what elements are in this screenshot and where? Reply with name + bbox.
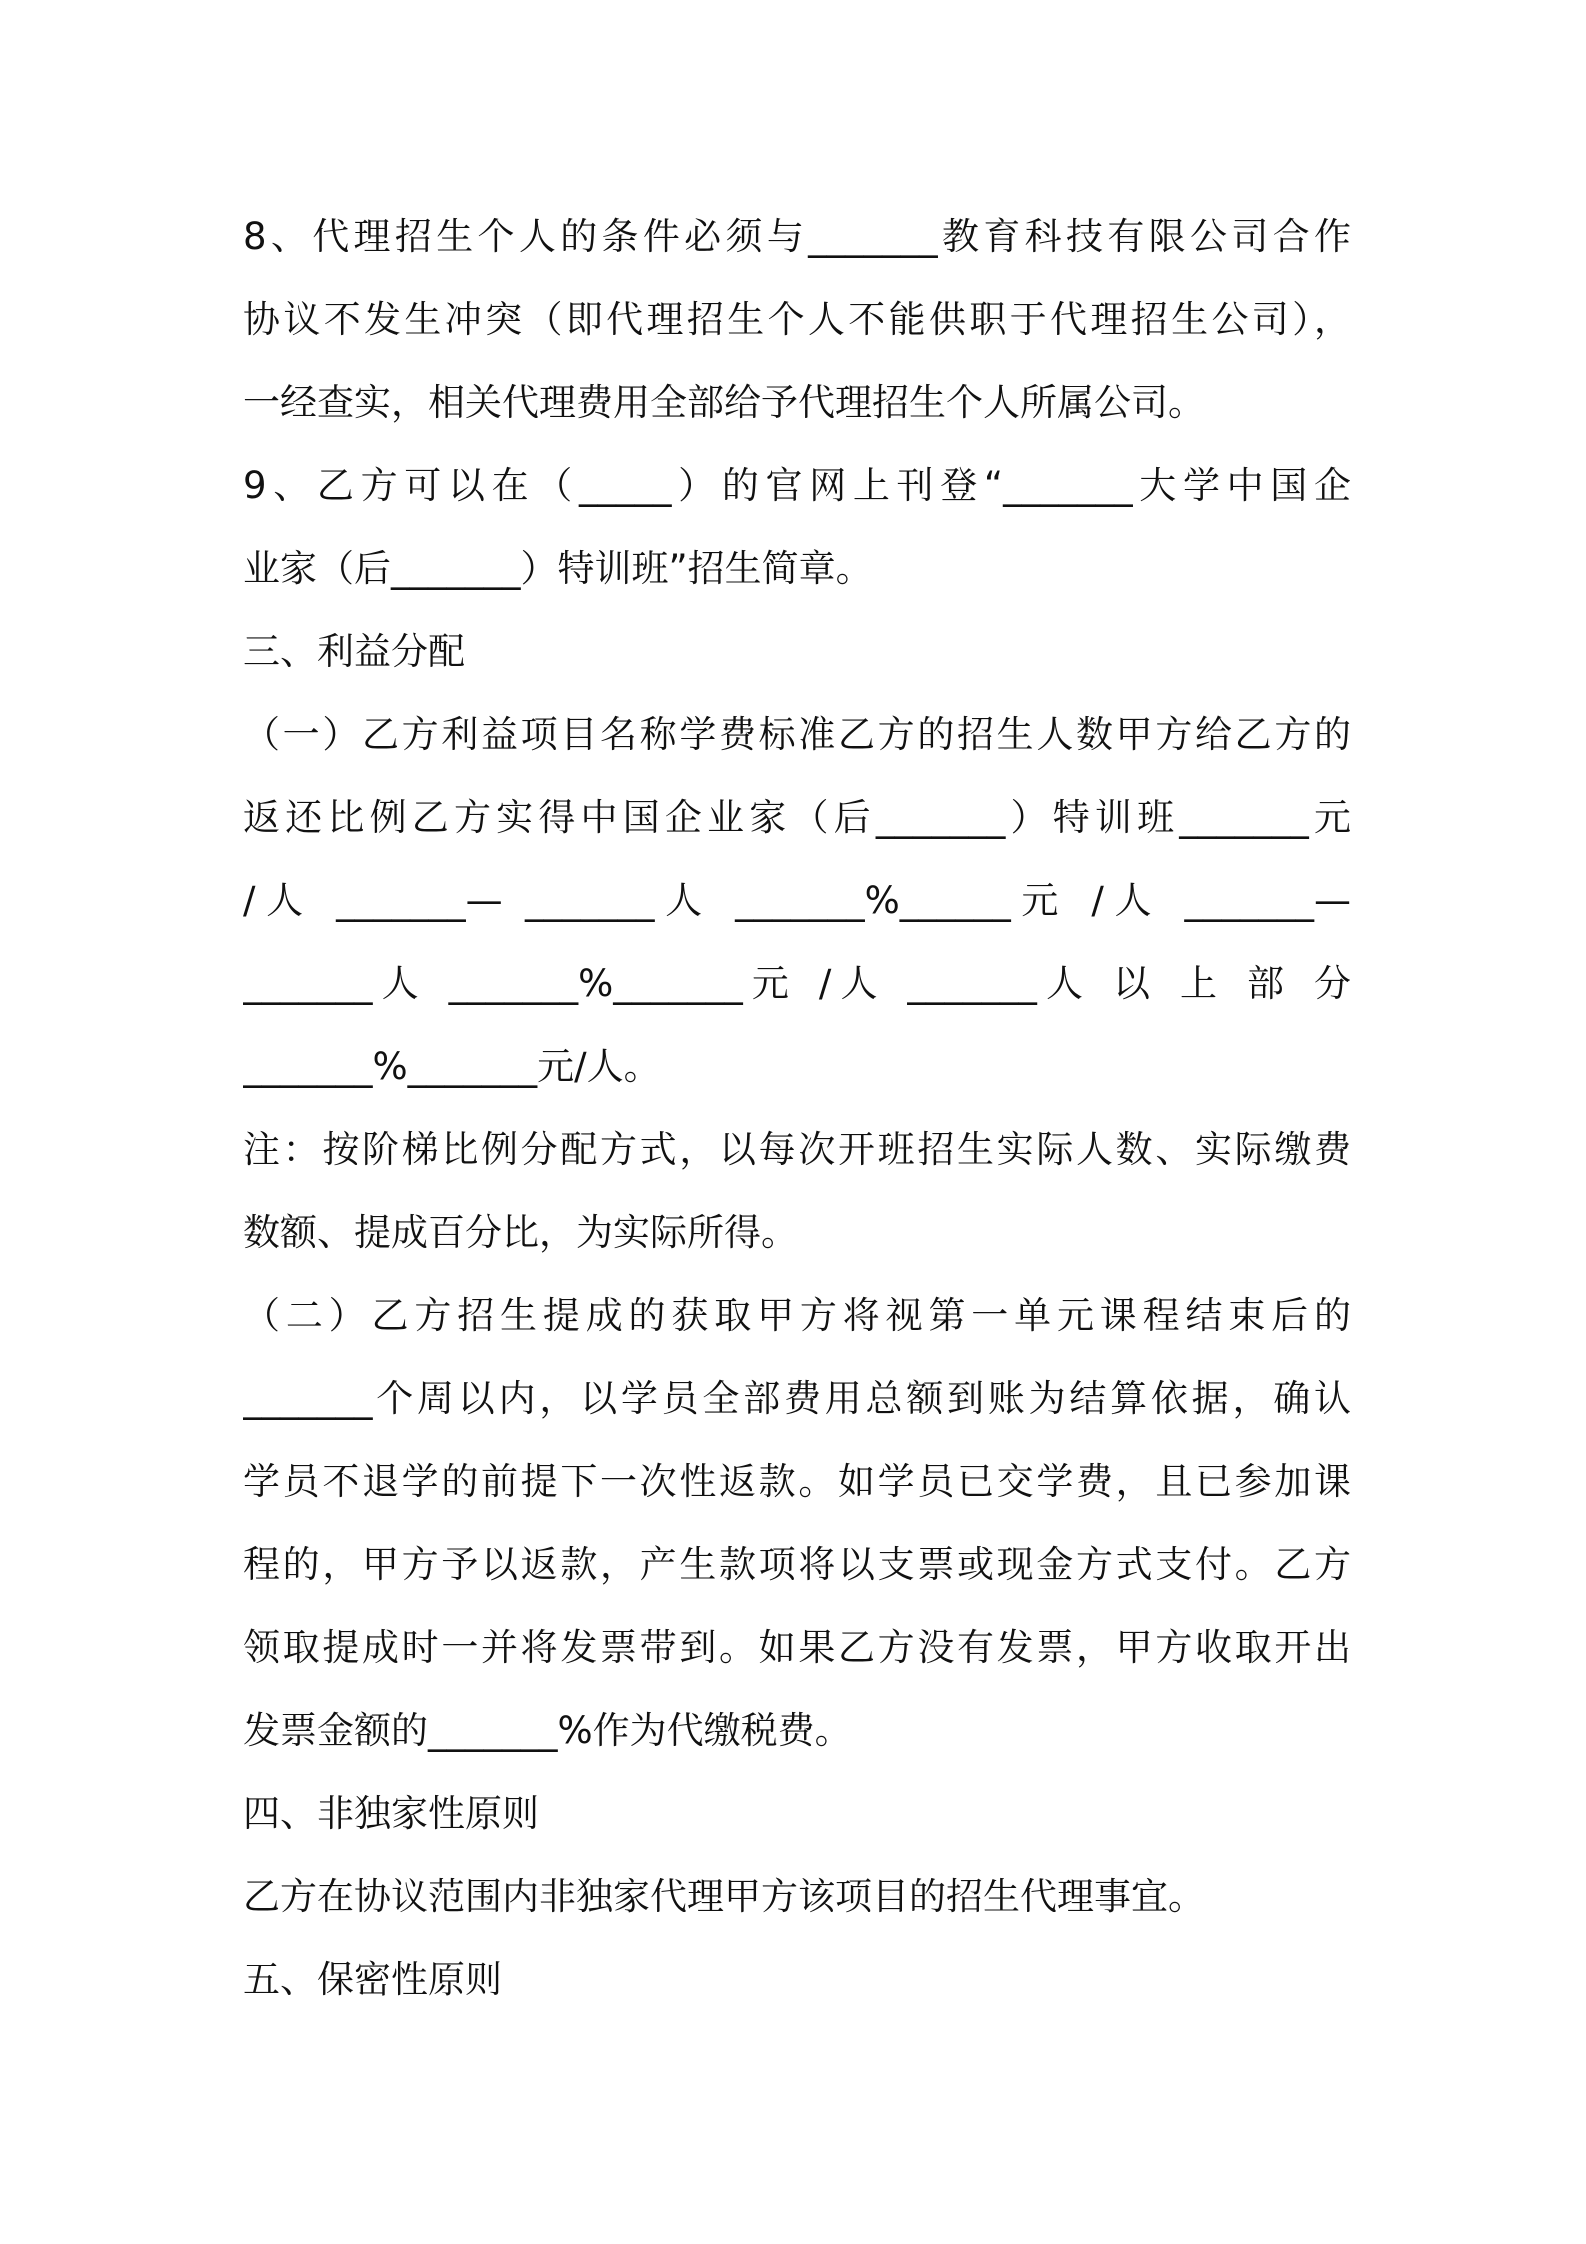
text-line-subsection-1-5: _______%_______元/人。 — [243, 1045, 661, 1088]
text-line-subsection-2-6: 发票金额的_______%作为代缴税费。 — [243, 1709, 852, 1752]
section-heading-confidentiality: 五、保密性原则 — [243, 1958, 502, 2001]
text-line-subsection-2-3: 学员不退学的前提下一次性返款。如学员已交学费，且已参加课 — [243, 1460, 1351, 1503]
text-line-subsection-1-1: （一）乙方利益项目名称学费标准乙方的招生人数甲方给乙方的 — [243, 713, 1351, 756]
text-line-subsection-2-2: _______个周以内，以学员全部费用总额到账为结算依据，确认 — [243, 1377, 1351, 1420]
text-line-clause-8-1: 8、代理招生个人的条件必须与_______教育科技有限公司合作 — [243, 215, 1351, 258]
section-heading-non-exclusive: 四、非独家性原则 — [243, 1792, 539, 1835]
text-line-subsection-2-5: 领取提成时一并将发票带到。如果乙方没有发票，甲方收取开出 — [243, 1626, 1351, 1669]
text-line-non-exclusive: 乙方在协议范围内非独家代理甲方该项目的招生代理事宜。 — [243, 1875, 1205, 1918]
text-line-subsection-2-4: 程的，甲方予以返款，产生款项将以支票或现金方式支付。乙方 — [243, 1543, 1351, 1586]
text-line-note-2: 数额、提成百分比，为实际所得。 — [243, 1211, 798, 1254]
section-heading-profit-distribution: 三、利益分配 — [243, 630, 465, 673]
text-line-clause-8-3: 一经查实，相关代理费用全部给予代理招生个人所属公司。 — [243, 381, 1205, 424]
text-line-subsection-2-1: （二）乙方招生提成的获取甲方将视第一单元课程结束后的 — [243, 1294, 1351, 1337]
text-line-clause-9-1: 9、乙方可以在（_____）的官网上刊登“_______大学中国企 — [243, 464, 1351, 507]
text-line-subsection-1-3: /人 _______— _______人 _______%______元 /人 _______— — [243, 879, 1351, 922]
document-body — [243, 195, 1351, 2021]
text-line-clause-9-2: 业家（后_______）特训班”招生简章。 — [243, 547, 873, 590]
text-line-clause-8-2: 协议不发生冲突（即代理招生个人不能供职于代理招生公司）， — [243, 298, 1351, 341]
text-line-note-1: 注：按阶梯比例分配方式，以每次开班招生实际人数、实际缴费 — [243, 1128, 1351, 1171]
text-line-subsection-1-2: 返还比例乙方实得中国企业家（后_______）特训班_______元 — [243, 796, 1351, 839]
text-line-subsection-1-4: _______人 _______%_______元 /人 _______人 以 上 部 分 — [243, 962, 1351, 1005]
